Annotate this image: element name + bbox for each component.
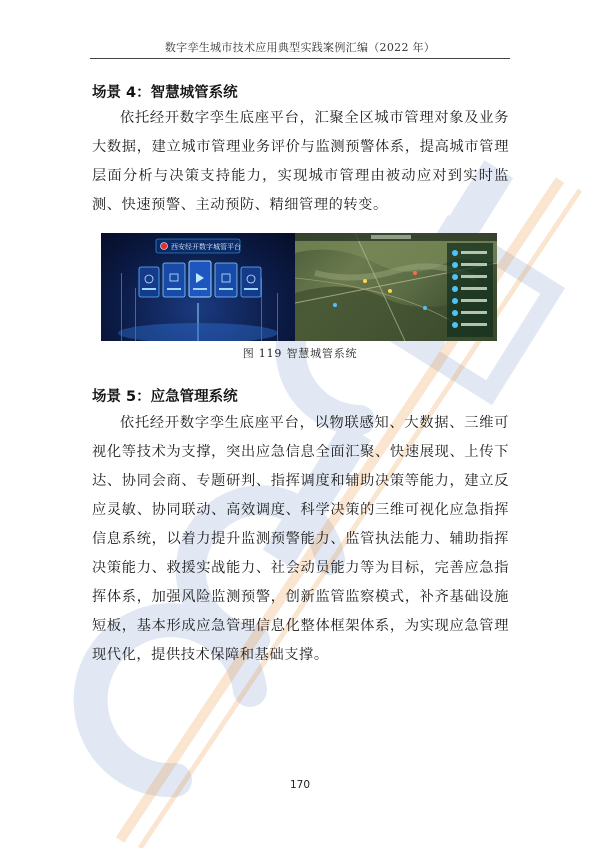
dashboard-title-text: 西安经开数字城管平台 (171, 243, 241, 251)
page-number: 170 (289, 779, 311, 791)
scene4-heading: 场景 4：智慧城管系统 (92, 85, 238, 101)
scene5-heading: 场景 5：应急管理系统 (92, 389, 238, 405)
figure-smart-urban-management (101, 233, 497, 341)
running-header: 数字孪生城市技术应用典型实践案例汇编（2022 年） (164, 41, 436, 54)
map-screenshot (295, 233, 497, 341)
dashboard-illustration (101, 233, 295, 341)
figure-caption: 图 119 智慧城管系统 (242, 347, 358, 360)
scene5-paragraph: 依托经开数字孪生底座平台，以物联感知、大数据、三维可视化等技术为支撑，突出应急信息全面汇聚、快速展现、上传下达、协同会商、专题研判、指挥调度和辅助决策等能力，建立反应灵敏、协同联动、高效调度、科学决策的三维可视化应急指挥信息系统，以着力提升监测预警能力、监管执法能力、辅助指挥决策能力、救援实战能力、社会动员能力等为目标，完善应急指挥体系，加强风险监测预警，创新监管监察模式，补齐基础设施短板，基本形成应急管理信息化整体框架体系，为实现应急管理现代化，提供技术保障和基础支撑。 (92, 415, 509, 663)
scene4-paragraph: 依托经开数字孪生底座平台，汇聚全区城市管理对象及业务大数据，建立城市管理业务评价与监测预警体系，提高城市管理层面分析与决策支持能力，实现城市管理由被动应对到实时监测、快速预警、主动预防、精细管理的转变。 (92, 110, 509, 213)
header-divider (90, 58, 510, 59)
dashboard-screenshot (101, 233, 295, 341)
satellite-map-illustration (295, 233, 497, 341)
